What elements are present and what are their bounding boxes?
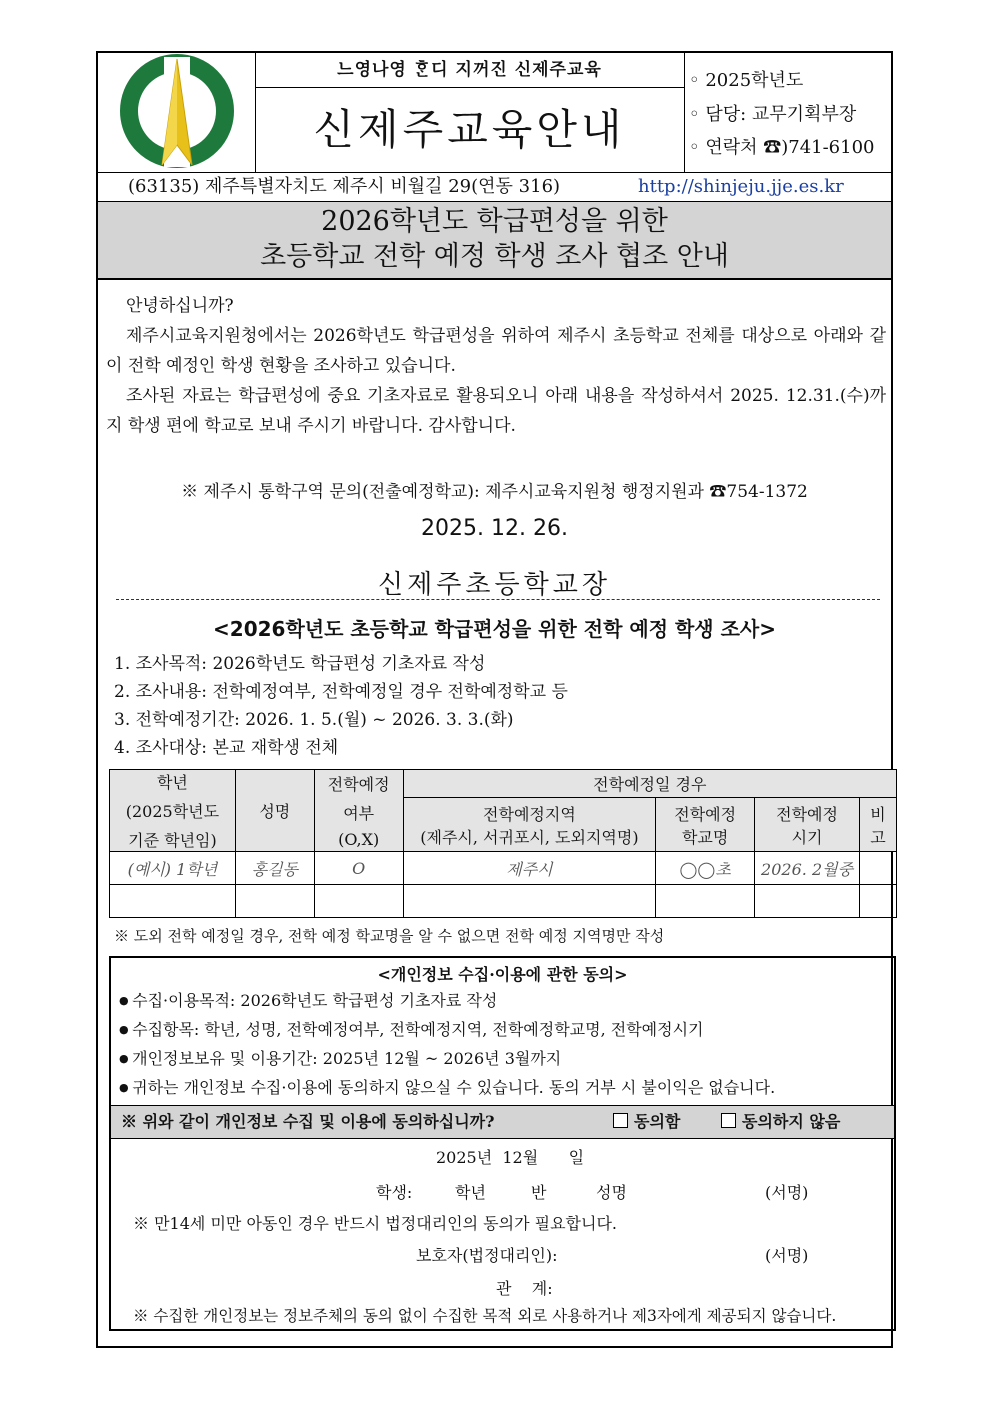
consent-bullet: ● 귀하는 개인정보 수집·이용에 동의하지 않으실 수 있습니다. 동의 거부 시 불이익은 없습니다. xyxy=(119,1073,775,1102)
consent-bullet: ● 수집항목: 학년, 성명, 전학예정여부, 전학예정지역, 전학예정학교명, 전학예정시기 xyxy=(119,1015,775,1044)
survey-title: <2026학년도 초등학교 학급편성을 위한 전학 예정 학생 조사> xyxy=(213,617,776,641)
letterhead xyxy=(98,53,891,173)
notice-title-line2: 초등학교 전학 예정 학생 조사 협조 안내 xyxy=(260,241,729,272)
notice-date: 2025. 12. 26. xyxy=(421,516,568,541)
under14-note: ※ 만14세 미만 아동인 경우 반드시 법정대리인의 동의가 필요합니다. xyxy=(133,1214,617,1233)
consent-box xyxy=(109,956,896,1331)
example-transfer: O xyxy=(314,852,403,885)
header-if-transfer: 전학예정일 경우 xyxy=(403,770,896,798)
disagree-option[interactable]: 동의하지 않음 xyxy=(721,1106,840,1138)
region-cell[interactable] xyxy=(403,885,656,918)
consent-bullet: ● 개인정보보유 및 이용기간: 2025년 12월 ~ 2026년 3월까지 xyxy=(119,1044,775,1073)
header-name: 성명 xyxy=(235,770,314,852)
paragraph-1: 제주시교육지원청에서는 2026학년도 학급편성을 위하여 제주시 초등학교 전체를 대상으로 아래와 같이 전학 예정인 학생 현황을 조사하고 있습니다. xyxy=(106,326,886,376)
time-cell[interactable] xyxy=(755,885,860,918)
header-transfer: 전학예정 여부 (O,X) xyxy=(314,770,403,852)
agree-option[interactable]: 동의함 xyxy=(613,1106,680,1138)
guardian-label[interactable]: 보호자(법정대리인): xyxy=(416,1246,558,1265)
remarks-cell[interactable] xyxy=(859,885,896,918)
address-bar xyxy=(98,173,891,202)
consent-question: ※ 위와 같이 개인정보 수집 및 이용에 동의하십니까? xyxy=(121,1112,495,1131)
privacy-footer-note: ※ 수집한 개인정보는 정보주체의 동의 없이 수집한 목적 외로 사용하거나 제3자에게 제공되지 않습니다. xyxy=(133,1307,837,1325)
example-remarks xyxy=(859,852,896,885)
contact-note: ※ 제주시 통학구역 문의(전출예정학교): 제주시교육지원청 행정지원과 ☎754-1372 xyxy=(181,482,808,502)
newsletter-title: 신제주교육안내 xyxy=(255,88,685,172)
guardian-sign-field[interactable]: (서명) xyxy=(765,1246,809,1265)
grade-cell[interactable] xyxy=(110,885,236,918)
survey-item: 3. 전학예정기간: 2026. 1. 5.(월) ~ 2026. 3. 3.(화) xyxy=(114,710,514,730)
table-note: ※ 도외 전학 예정일 경우, 전학 예정 학교명을 알 수 없으면 전학 예정 지역명만 작성 xyxy=(114,927,665,945)
greeting: 안녕하십니까? xyxy=(126,296,234,316)
cut-line-divider xyxy=(116,599,880,600)
consent-bullets xyxy=(119,986,775,1102)
example-name: 홍길동 xyxy=(235,852,314,885)
header-region: 전학예정지역 (제주시, 서귀포시, 도외지역명) xyxy=(403,798,656,852)
relation-label[interactable]: 관 계: xyxy=(496,1279,553,1298)
example-region: 제주시 xyxy=(403,852,656,885)
disagree-checkbox[interactable] xyxy=(721,1113,736,1128)
info-year: ◦ 2025학년도 xyxy=(689,70,804,91)
school-cell[interactable] xyxy=(656,885,755,918)
survey-items xyxy=(114,650,568,762)
header-grade: 학년 (2025학년도 기준 학년임) xyxy=(110,770,236,852)
example-school: ◯◯초 xyxy=(656,852,755,885)
notice-document xyxy=(96,51,893,1348)
input-row[interactable] xyxy=(110,885,897,918)
header-time: 전학예정 시기 xyxy=(755,798,860,852)
survey-table xyxy=(109,769,897,918)
student-label: 학생: xyxy=(376,1183,413,1202)
notice-body xyxy=(106,291,886,441)
consent-title: <개인정보 수집·이용에 관한 동의> xyxy=(377,965,628,984)
survey-item: 4. 조사대상: 본교 재학생 전체 xyxy=(114,738,339,758)
consent-question-bar xyxy=(111,1105,894,1139)
school-address: (63135) 제주특별자치도 제주시 비월길 29(연동 316) xyxy=(128,176,561,197)
newsletter-info xyxy=(685,53,891,172)
slogan: 느영나영 ᄒᆞᆫ디 지꺼진 신제주교육 xyxy=(255,53,685,88)
consent-bullet: ● 수집·이용목적: 2026학년도 학급편성 기초자료 작성 xyxy=(119,986,775,1015)
header-school: 전학예정 학교명 xyxy=(656,798,755,852)
school-url-link[interactable]: http://shinjeju.jje.es.kr xyxy=(638,176,844,197)
student-sign-field[interactable]: (서명) xyxy=(765,1183,809,1202)
name-cell[interactable] xyxy=(235,885,314,918)
survey-item: 1. 조사목적: 2026학년도 학급편성 기초자료 작성 xyxy=(114,654,486,674)
example-grade: (예시) 1학년 xyxy=(110,852,236,885)
agree-checkbox[interactable] xyxy=(613,1113,628,1128)
class-field[interactable]: 반 xyxy=(531,1183,547,1202)
student-name-field[interactable]: 성명 xyxy=(596,1183,627,1202)
notice-title-line1: 2026학년도 학급편성을 위한 xyxy=(321,206,668,237)
transfer-cell[interactable] xyxy=(314,885,403,918)
consent-date: 2025년 12월 일 xyxy=(436,1148,585,1167)
survey-item: 2. 조사내용: 전학예정여부, 전학예정일 경우 전학예정학교 등 xyxy=(114,682,568,702)
school-logo xyxy=(98,53,256,172)
info-contact: ◦ 연락처 ☎)741-6100 xyxy=(689,137,875,158)
info-manager: ◦ 담당: 교무기획부장 xyxy=(689,104,857,125)
paragraph-2: 조사된 자료는 학급편성에 중요 기초자료로 활용되오니 아래 내용을 작성하셔서 2025. 12.31.(수)까지 학생 편에 학교로 보내 주시기 바랍니다. 감사합니다. xyxy=(106,386,886,436)
example-time: 2026. 2월중 xyxy=(755,852,860,885)
header-remarks: 비 고 xyxy=(859,798,896,852)
notice-title xyxy=(98,202,891,280)
grade-field[interactable]: 학년 xyxy=(455,1183,486,1202)
example-row xyxy=(110,852,897,885)
principal-signature: 신제주초등학교장 xyxy=(378,570,611,600)
